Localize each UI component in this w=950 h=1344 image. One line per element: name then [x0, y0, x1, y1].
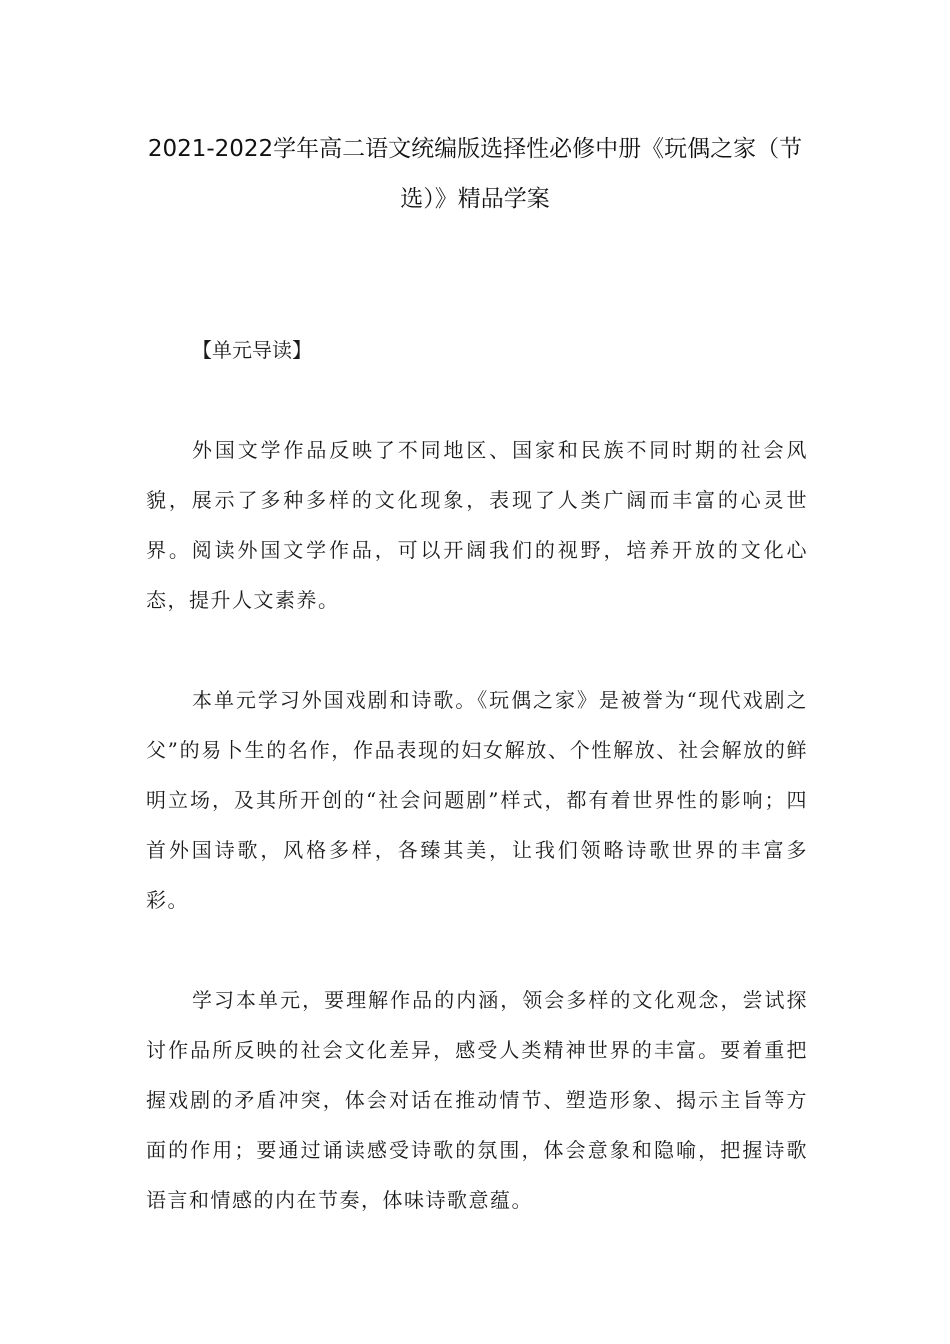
- paragraph-intro: 外国文学作品反映了不同地区、国家和民族不同时期的社会风貌，展示了多种多样的文化现象，表现了人类广阔而丰富的心灵世界。阅读外国文学作品，可以开阔我们的视野，培养开放的文化心态，提升人文素养。: [146, 438, 808, 612]
- paragraph-learning-goals: 学习本单元，要理解作品的内涵，领会多样的文化观念，尝试探讨作品所反映的社会文化差异，感受人类精神世界的丰富。要着重把握戏剧的矛盾冲突，体会对话在推动情节、塑造形象、揭示主旨等方面的作用；要通过诵读感受诗歌的氛围，体会意象和隐喻，把握诗歌语言和情感的内在节奏，体味诗歌意蕴。: [146, 988, 808, 1212]
- section-heading-unit-guide: 【单元导读】: [192, 338, 312, 362]
- paragraph-unit-content: 本单元学习外国戏剧和诗歌。《玩偶之家》是被誉为“现代戏剧之父”的易卜生的名作，作品表现的妇女解放、个性解放、社会解放的鲜明立场，及其所开创的“社会问题剧”样式，都有着世界性的影响；四首外国诗歌，风格多样，各臻其美，让我们领略诗歌世界的丰富多彩。: [146, 688, 808, 912]
- document-title: 2021-2022学年高二语文统编版选择性必修中册《玩偶之家（节选）》精品学案: [147, 136, 803, 212]
